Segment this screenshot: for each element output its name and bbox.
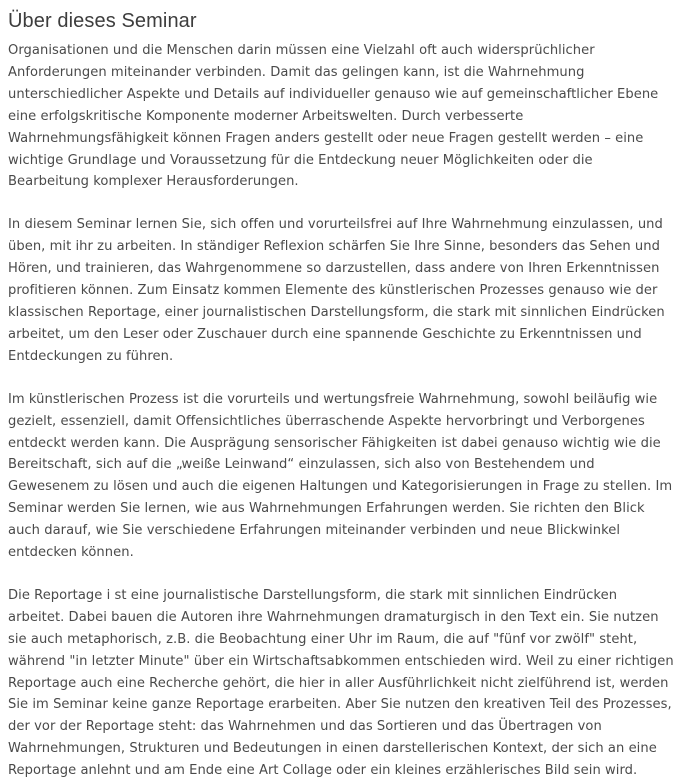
paragraph-artistic-process: Im künstlerischen Prozess ist die vorurteils und wertungsfreie Wahrnehmung, sowohl beiläufig wie gezielt, essenziell, damit Offensichtliches überraschende Aspekte hervorbringt und Verborgenes entdeckt werden kann. Die Ausprägung sensorischer Fähigkeiten ist dabei genauso wichtig wie die Bereitschaft, sich auf die „weiße Leinwand“ einzulassen, sich also von Bestehendem und Gewesenem zu lösen und auch die eigenen Haltungen und Kategorisierungen in Frage zu stellen. Im Seminar werden Sie lernen, wie aus Wahrnehmungen Erfahrungen werden. Sie richten den Blick auch darauf, wie Sie verschiedene Erfahrungen miteinander verbinden und neue Blickwinkel entdecken können. — [8, 391, 673, 561]
paragraph-intro: Organisationen und die Menschen darin müssen eine Vielzahl oft auch widersprüchlicher Anforderungen miteinander verbinden. Damit das gelingen kann, ist die Wahrnehmung unterschiedlicher Aspekte und Details auf individueller genauso wie auf gemeinschaftlicher Ebene eine erfolgskritische Komponente moderner Arbeitswelten. Durch verbesserte Wahrnehmungsfähigkeit können Fragen anders gestellt oder neue Fragen gestellt werden – eine wichtige Grundlage und Voraussetzung für die Entdeckung neuer Möglichkeiten oder die Bearbeitung komplexer Herausforderungen. — [8, 43, 659, 190]
paragraph-reportage: Die Reportage i st eine journalistische Darstellungsform, die stark mit sinnlichen Eindrücken arbeitet. Dabei bauen die Autoren ihre Wahrnehmungen dramaturgisch in den Text ein. Sie nutzen sie auch metaphorisch, z.B. die Beobachtung einer Uhr im Raum, die auf "fünf vor zwölf" steht, während "in letzter Minute" über ein Wirtschaftsabkommen entschieden wird. Weil zu einer richtigen Reportage auch eine Recherche gehört, die hier in aller Ausführlichkeit nicht zielführend ist, werden Sie im Seminar keine ganze Reportage erarbeiten. Aber Sie nutzen den kreativen Teil des Prozesses, der vor der Reportage steht: das Wahrnehmen und das Sortieren und das Übertragen von Wahrnehmungen, Strukturen und Bedeutungen in einen darstellerischen Kontext, der sich an eine Reportage anlehnt und am Ende eine Art Collage oder ein kleines erzählerisches Bild sein wird. — [8, 587, 674, 779]
paragraph-seminar-content: In diesem Seminar lernen Sie, sich offen und vorurteilsfrei auf Ihre Wahrnehmung einzulassen, und üben, mit ihr zu arbeiten. In ständiger Reflexion schärfen Sie Ihre Sinne, besonders das Sehen und Hören, und trainieren, das Wahrgenommene so darzustellen, dass andere von Ihren Erkenntnissen profitieren können. Zum Einsatz kommen Elemente des künstlerischen Prozesses genauso wie der klassischen Reportage, einer journalistischen Darstellungsform, die stark mit sinnlichen Eindrücken arbeitet, um den Leser oder Zuschauer durch eine spannende Geschichte zu Erkenntnissen und Entdeckungen zu führen. — [8, 217, 665, 364]
section-heading: Über dieses Seminar — [8, 10, 197, 32]
